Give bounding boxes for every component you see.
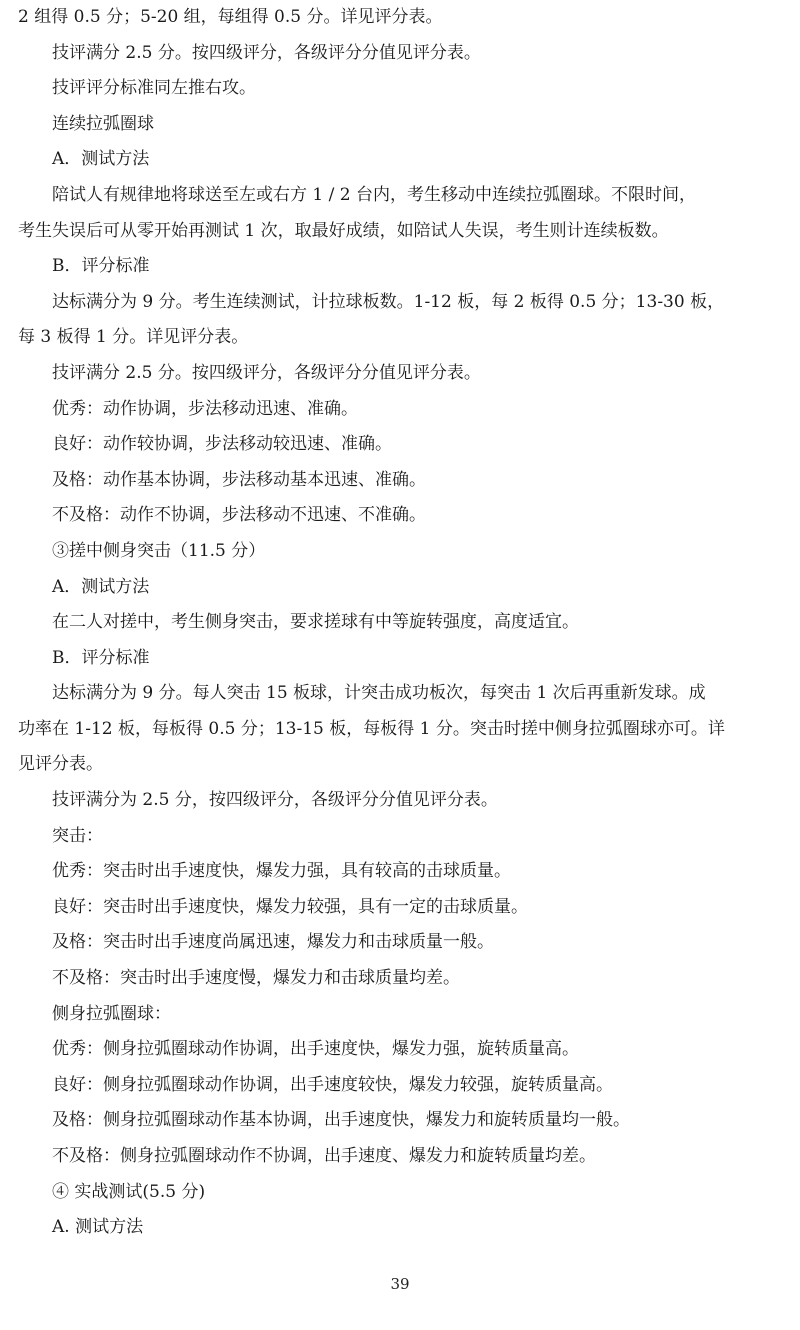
text-line: 见评分表。 [18,754,103,775]
text-line: A．测试方法 [52,576,150,597]
text-line: 优秀：突击时出手速度快，爆发力强，具有较高的击球质量。 [52,861,511,882]
text-line: ④ 实战测试(5.5 分) [52,1181,206,1202]
text-line: 侧身拉弧圈球： [52,1003,171,1024]
text-line: A. 测试方法 [52,1217,144,1238]
text-line: 良好：侧身拉弧圈球动作协调，出手速度较快，爆发力较强，旋转质量高。 [52,1074,613,1095]
text-line: 及格：侧身拉弧圈球动作基本协调，出手速度快，爆发力和旋转质量均一般。 [52,1110,630,1131]
text-line: 不及格：动作不协调，步法移动不迅速、不准确。 [52,505,426,526]
text-line: A．测试方法 [52,149,150,170]
text-line: 陪试人有规律地将球送至左或右方 1 / 2 台内，考生移动中连续拉弧圈球。不限时间， [52,184,696,205]
text-line: 及格：动作基本协调，步法移动基本迅速、准确。 [52,469,426,490]
text-line: 技评满分 2.5 分。按四级评分，各级评分分值见评分表。 [52,42,481,63]
text-line: 良好：突击时出手速度快，爆发力较强，具有一定的击球质量。 [52,896,528,917]
text-line: 在二人对搓中，考生侧身突击，要求搓球有中等旋转强度，高度适宜。 [52,612,579,633]
text-line: 2 组得 0.5 分；5-20 组，每组得 0.5 分。详见评分表。 [18,7,443,27]
text-line: ③搓中侧身突击（11.5 分） [52,540,266,561]
text-line: B．评分标准 [52,256,150,277]
text-line: 技评满分为 2.5 分，按四级评分，各级评分分值见评分表。 [52,790,498,811]
text-line: 考生失误后可从零开始再测试 1 次，取最好成绩，如陪试人失误，考生则计连续板数。 [18,220,669,241]
text-line: 优秀：动作协调，步法移动迅速、准确。 [52,398,358,419]
text-line: 技评满分 2.5 分。按四级评分，各级评分分值见评分表。 [52,362,481,383]
text-line: 达标满分为 9 分。考生连续测试，计拉球板数。1-12 板，每 2 板得 0.5 分；13-30 板， [52,291,725,312]
text-line: 功率在 1-12 板，每板得 0.5 分；13-15 板，每板得 1 分。突击时搓中侧身拉弧圈球亦可。详 [18,718,725,739]
text-line: B．评分标准 [52,647,150,668]
text-line: 连续拉弧圈球 [52,113,154,134]
text-line: 突击： [52,825,103,846]
page-number: 39 [390,1275,410,1293]
text-line: 技评评分标准同左推右攻。 [52,78,256,99]
text-line: 良好：动作较协调，步法移动较迅速、准确。 [52,434,392,455]
page-body-text [18,0,784,1246]
text-line: 不及格：侧身拉弧圈球动作不协调，出手速度、爆发力和旋转质量均差。 [52,1146,596,1166]
text-line: 达标满分为 9 分。每人突击 15 板球，计突击成功板次，每突击 1 次后再重新发球。成 [52,683,706,704]
text-line: 及格：突击时出手速度尚属迅速，爆发力和击球质量一般。 [52,932,494,953]
text-line: 每 3 板得 1 分。详见评分表。 [18,327,249,348]
text-line: 不及格：突击时出手速度慢，爆发力和击球质量均差。 [52,968,460,989]
text-line: 优秀：侧身拉弧圈球动作协调，出手速度快，爆发力强，旋转质量高。 [52,1039,579,1060]
